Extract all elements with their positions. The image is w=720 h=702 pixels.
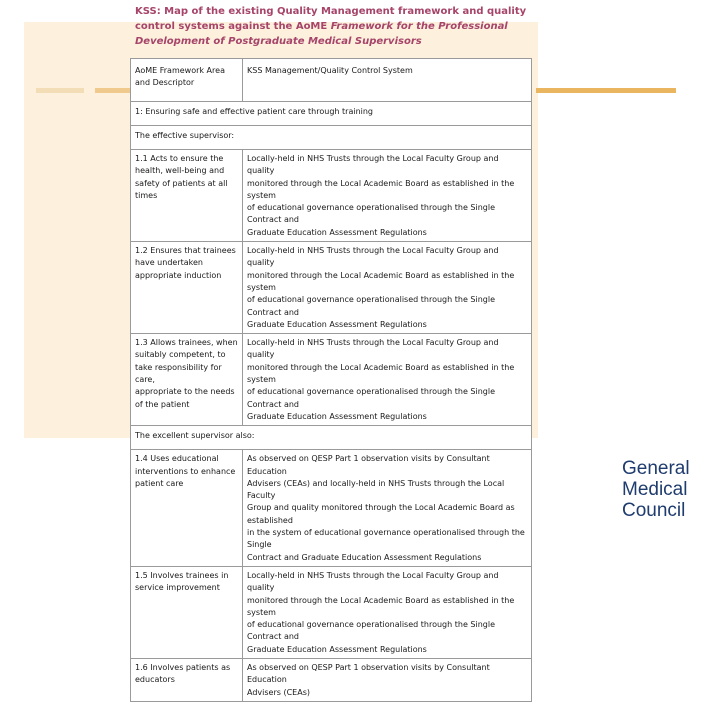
decorative-dash xyxy=(536,88,676,93)
section-row xyxy=(131,102,532,126)
area-cell: 1.3 Allows trainees, when suitably competent, to take responsibility for care, appropriate to the needs of the patient xyxy=(131,334,243,426)
system-cell: Locally-held in NHS Trusts through the Local Faculty Group and quality monitored through the Local Academic Board as established in the system of educational governance operationalised through the Single Contract and Graduate Education Assessment Regulations xyxy=(243,566,532,658)
area-cell: 1.2 Ensures that trainees have undertaken appropriate induction xyxy=(131,242,243,334)
area-cell: 1.1 Acts to ensure the health, well-being and safety of patients at all times xyxy=(131,150,243,242)
table-header-row xyxy=(131,59,532,102)
section-cell: The excellent supervisor also: xyxy=(131,426,532,450)
system-cell: Locally-held in NHS Trusts through the Local Faculty Group and quality monitored through the Local Academic Board as established in the system of educational governance operationalised through the Single Contract and Graduate Education Assessment Regulations xyxy=(243,242,532,334)
table-row xyxy=(131,658,532,701)
gmc-logo xyxy=(622,458,714,521)
table-row xyxy=(131,334,532,426)
system-cell: As observed on QESP Part 1 observation visits by Consultant Education Advisers (CEAs) and locally-held in NHS Trusts through the Local Faculty Group and quality monitored through the Local Academic Board as established in the system of educational governance operationalised through the Single Contract and Graduate Education Assessment Regulations xyxy=(243,450,532,567)
logo-line: General xyxy=(622,458,690,479)
title-italic: Framework for the Professional Development of Postgraduate Medical Supervisors xyxy=(135,21,508,47)
area-cell: 1.5 Involves trainees in service improvement xyxy=(131,566,243,658)
section-row xyxy=(131,426,532,450)
decorative-dash xyxy=(95,88,135,93)
title-main: KSS: Map of the existing Quality Management framework and quality control systems against the AoME xyxy=(135,6,527,32)
logo-line: Council xyxy=(622,500,686,521)
table-row xyxy=(131,150,532,242)
section-cell: 1: Ensuring safe and effective patient care through training xyxy=(131,102,532,126)
header-cell-system: KSS Management/Quality Control System xyxy=(243,59,532,102)
logo-line: Medical xyxy=(622,479,688,500)
table-row xyxy=(131,242,532,334)
decorative-dash xyxy=(36,88,84,93)
area-cell: 1.4 Uses educational interventions to enhance patient care xyxy=(131,450,243,567)
table-row xyxy=(131,566,532,658)
system-cell: Locally-held in NHS Trusts through the Local Faculty Group and quality monitored through the Local Academic Board as established in the system of educational governance operationalised through the Single Contract and Graduate Education Assessment Regulations xyxy=(243,334,532,426)
page-title xyxy=(135,4,535,49)
area-cell: 1.6 Involves patients as educators xyxy=(131,658,243,701)
system-cell: Locally-held in NHS Trusts through the Local Faculty Group and quality monitored through the Local Academic Board as established in the system of educational governance operationalised through the Single Contract and Graduate Education Assessment Regulations xyxy=(243,150,532,242)
header-cell-area: AoME Framework Area and Descriptor xyxy=(131,59,243,102)
table-row xyxy=(131,450,532,567)
section-cell: The effective supervisor: xyxy=(131,126,532,150)
system-cell: As observed on QESP Part 1 observation visits by Consultant Education Advisers (CEAs) xyxy=(243,658,532,701)
section-row xyxy=(131,126,532,150)
framework-map-table xyxy=(130,58,532,702)
